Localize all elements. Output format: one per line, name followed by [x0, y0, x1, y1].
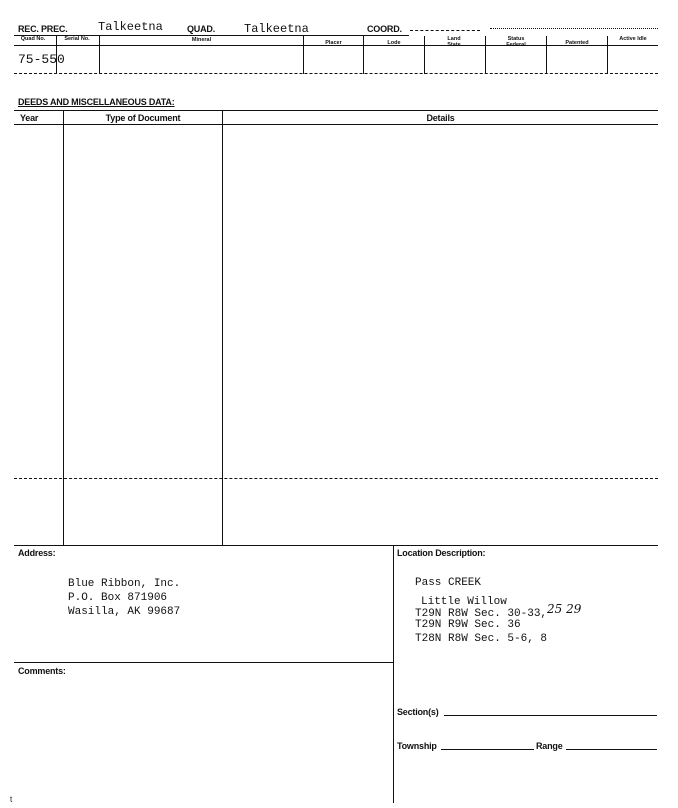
col-placer: Placer: [325, 40, 342, 46]
deeds-col-details: Details: [426, 113, 455, 123]
col-quad-no: Quad No.: [20, 36, 46, 42]
address-line-1: Blue Ribbon, Inc.: [68, 578, 181, 590]
rec-prec-label: REC. PREC.: [18, 24, 68, 34]
section-label: Section(s): [397, 707, 439, 717]
deeds-col-type: Type of Document: [105, 113, 181, 123]
comments-top-rule: [14, 662, 393, 663]
address-line-3: Wasilla, AK 99687: [68, 606, 181, 618]
col-patented: Patented: [565, 40, 589, 46]
col-divider: [485, 36, 486, 74]
coord-label: COORD.: [367, 24, 402, 34]
location-line-3-handwritten: 25 29: [547, 602, 582, 616]
location-line-2: Little Willow: [421, 596, 507, 608]
rec-prec-value: Talkeetna: [98, 20, 163, 34]
col-divider: [607, 36, 608, 74]
quad-label: QUAD.: [187, 24, 215, 34]
deeds-col-divider: [63, 110, 64, 546]
address-block: [68, 577, 180, 619]
location-line-3-typed: T29N R8W Sec. 30-33,: [415, 608, 548, 620]
township-field-line: [441, 749, 534, 750]
address-location-divider: [393, 545, 394, 803]
address-label: Address:: [18, 548, 56, 558]
col-mineral: Mineral: [191, 37, 212, 43]
col-lode: Lode: [387, 40, 401, 46]
deeds-mid-dash: [14, 478, 658, 479]
quad-value: Talkeetna: [244, 22, 309, 36]
location-line-4: T29N R9W Sec. 36: [415, 619, 521, 631]
address-line-2: P.O. Box 871906: [68, 592, 168, 604]
location-label: Location Description:: [397, 548, 486, 558]
header-dots-right: [490, 28, 658, 29]
col-status-federal: Status Federal: [506, 36, 526, 48]
range-label: Range: [536, 741, 563, 751]
col-active-idle: Active Idle: [619, 36, 647, 42]
deeds-section-title: DEEDS AND MISCELLANEOUS DATA:: [18, 97, 175, 107]
record-bottom-dash: [14, 73, 658, 74]
range-field-line: [566, 749, 657, 750]
township-label: Township: [397, 741, 437, 751]
deeds-bottom-rule: [14, 545, 658, 546]
col-serial-no: Serial No.: [64, 36, 90, 42]
deeds-col-year: Year: [20, 113, 39, 123]
comments-label: Comments:: [18, 666, 66, 676]
location-line-1: Pass CREEK: [415, 577, 482, 589]
col-divider: [424, 36, 425, 74]
deeds-col-divider: [222, 110, 223, 546]
section-field-line: [444, 715, 657, 716]
footer-mark: t: [10, 795, 13, 804]
deeds-top-rule: [14, 110, 658, 111]
deeds-header-rule: [14, 124, 658, 125]
header-dash-right: [410, 30, 480, 31]
location-line-5: T28N R8W Sec. 5-6, 8: [415, 633, 548, 645]
quad-serial-value: 75-550: [18, 52, 65, 67]
col-land-state: Land State: [447, 36, 461, 48]
